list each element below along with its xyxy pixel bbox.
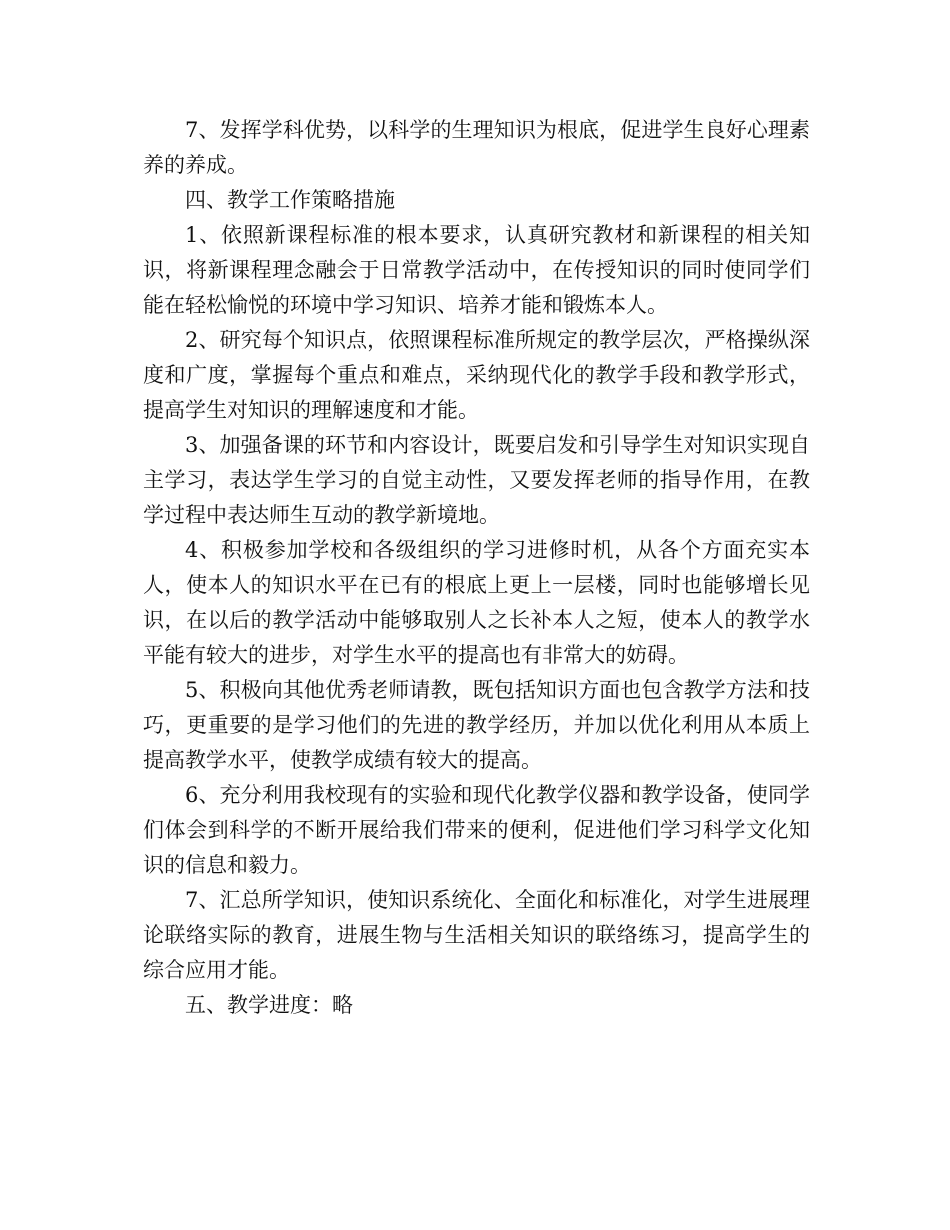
document-page	[143, 113, 810, 1023]
paragraph: 2、研究每个知识点，依照课程标准所规定的教学层次，严格操纵深度和广度，掌握每个重点和难点，采纳现代化的教学手段和教学形式，提高学生对知识的理解速度和才能。	[143, 328, 810, 422]
paragraph: 6、充分利用我校现有的实验和现代化教学仪器和教学设备，使同学们体会到科学的不断开展给我们带来的便利，促进他们学习科学文化知识的信息和毅力。	[143, 783, 810, 877]
paragraph: 4、积极参加学校和各级组织的学习进修时机，从各个方面充实本人，使本人的知识水平在已有的根底上更上一层楼，同时也能够增长见识，在以后的教学活动中能够取别人之长补本人之短，使本人的教学水平能有较大的进步，对学生水平的提高也有非常大的妨碍。	[143, 538, 810, 667]
paragraph: 3、加强备课的环节和内容设计，既要启发和引导学生对知识实现自主学习，表达学生学习的自觉主动性，又要发挥老师的指导作用，在教学过程中表达师生互动的教学新境地。	[143, 433, 810, 527]
section-heading: 四、教学工作策略措施	[185, 188, 395, 212]
paragraph: 1、依照新课程标准的根本要求，认真研究教材和新课程的相关知识，将新课程理念融会于日常教学活动中，在传授知识的同时使同学们能在轻松愉悦的环境中学习知识、培养才能和锻炼本人。	[143, 223, 810, 317]
paragraph: 7、汇总所学知识，使知识系统化、全面化和标准化，对学生进展理论联络实际的教育，进展生物与生活相关知识的联络练习，提高学生的综合应用才能。	[143, 888, 810, 982]
paragraph: 7、发挥学科优势，以科学的生理知识为根底，促进学生良好心理素养的养成。	[143, 118, 810, 177]
section-heading: 五、教学进度：略	[185, 993, 353, 1017]
paragraph: 5、积极向其他优秀老师请教，既包括知识方面也包含教学方法和技巧，更重要的是学习他们的先进的教学经历，并加以优化利用从本质上提高教学水平，使教学成绩有较大的提高。	[143, 678, 810, 772]
